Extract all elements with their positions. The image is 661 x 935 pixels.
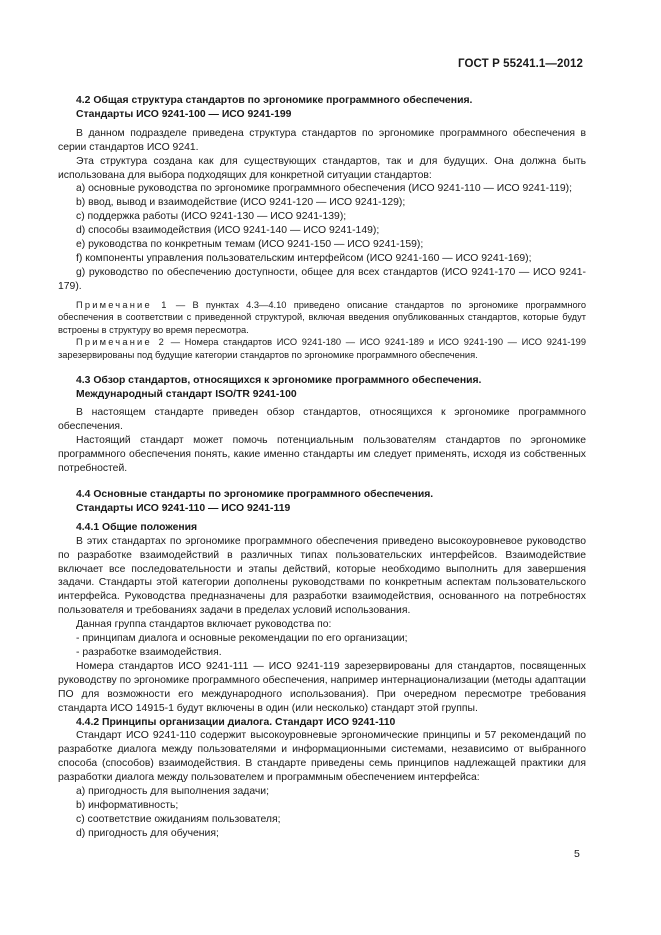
- note-label: Примечание 2: [76, 337, 167, 348]
- page-number: 5: [574, 848, 580, 860]
- paragraph: a) пригодность для выполнения задачи;: [76, 786, 269, 798]
- section-heading: 4.2 Общая структура стандартов по эргономике программного обеспечения.: [76, 95, 473, 106]
- paragraph: a) основные руководства по эргономике программного обеспечения (ИСО 9241-110 — ИСО 9241-119);: [76, 183, 572, 195]
- paragraph: Настоящий стандарт может помочь потенциальным пользователям стандартов по эргономике программного обеспечения понять, какие именно стандарты им следует применять, исходя из собственных потребностей.: [58, 435, 586, 475]
- paragraph: c) соответствие ожиданиям пользователя;: [76, 813, 281, 825]
- note-text: — Номера стандартов ИСО 9241-180 — ИСО 9241-189 и ИСО 9241-190 — ИСО 9241-199 зарезервированы под будущие категории стандартов по эргономике программного обеспечения.: [58, 337, 586, 361]
- paragraph: g) руководство по обеспечению доступности, общее для всех стандартов (ИСО 9241-170 — ИСО 9241-179).: [58, 266, 586, 292]
- paragraph: Эта структура создана как для существующих стандартов, так и для будущих. Она должна быть использована для выбора подходящих для конкретной ситуации стандартов:: [58, 155, 586, 181]
- paragraph: d) способы взаимодействия (ИСО 9241-140 — ИСО 9241-149);: [76, 225, 380, 237]
- paragraph: e) руководства по конкретным темам (ИСО 9241-150 — ИСО 9241-159);: [76, 239, 424, 251]
- paragraph: Номера стандартов ИСО 9241-111 — ИСО 9241-119 зарезервированы для стандартов, посвященных руководству по эргономике программного обеспечения, например интернационализации (методы адаптации ПО для возможности его международного использования). При очередном пересмотре требования стандарта ИСО 14915-1 будут включены в один (или несколько) стандарт этой группы.: [58, 660, 586, 714]
- section-heading: Стандарты ИСО 9241-110 — ИСО 9241-119: [76, 502, 291, 514]
- paragraph: b) информативность;: [76, 799, 179, 811]
- paragraph: f) компоненты управления пользовательским интерфейсом (ИСО 9241-160 — ИСО 9241-169);: [76, 252, 532, 264]
- paragraph: Данная группа стандартов включает руководства по:: [76, 619, 332, 631]
- note: [58, 336, 586, 361]
- note-label: Примечание 1: [76, 299, 169, 310]
- paragraph: b) ввод, вывод и взаимодействие (ИСО 9241-120 — ИСО 9241-129);: [76, 197, 406, 209]
- note: [58, 299, 586, 337]
- document-body: [58, 94, 586, 841]
- paragraph: В этих стандартах по эргономике программного обеспечения приведено высокоуровневое руководство по разработке взаимодействий в различных типах пользовательских интерфейсов. Взаимодействие включает все последовательности и этапы действий, которые необходимо выполнить для завершения задачи. Стандарты этой категории дополнены руководствами по конкретным аспектам пользовательского интерфейса. Руководства предназначены для разработки взаимодействия, основанного на потребностях пользователя и требованиях задачи в пределах условий использования.: [58, 535, 586, 617]
- paragraph: В настоящем стандарте приведен обзор стандартов, относящихся к эргономике программного обеспечения.: [58, 407, 586, 433]
- spacer: [58, 476, 586, 488]
- section-heading: 4.3 Обзор стандартов, относящихся к эргономике программного обеспечения.: [76, 374, 482, 386]
- section-heading: 4.4 Основные стандарты по эргономике программного обеспечения.: [76, 489, 434, 500]
- section-heading: Международный стандарт ISO/TR 9241-100: [76, 388, 297, 400]
- paragraph: - принципам диалога и основные рекомендации по его организации;: [76, 633, 408, 645]
- paragraph: d) пригодность для обучения;: [76, 827, 219, 839]
- section-heading: Стандарты ИСО 9241-100 — ИСО 9241-199: [76, 108, 292, 120]
- subsection-heading: 4.4.2 Принципы организации диалога. Стандарт ИСО 9241-110: [76, 716, 396, 728]
- note-text: — В пунктах 4.3—4.10 приведено описание стандартов по эргономике программного обеспечения в соответствии с приведенной структурой, включая введения опубликованных стандартов, которые будут встроены в структуру во время пересмотра.: [58, 299, 586, 335]
- subsection-heading: 4.4.1 Общие положения: [76, 521, 198, 533]
- paragraph: - разработке взаимодействия.: [76, 646, 222, 658]
- paragraph: В данном подразделе приведена структура стандартов по эргономике программного обеспечения в серии стандартов ИСО 9241.: [58, 127, 586, 153]
- paragraph: Стандарт ИСО 9241-110 содержит высокоуровневые эргономические принципы и 57 рекомендаций по разработке диалога между пользователями и информационными системами, независимо от выбранного способа (способов) взаимодействия. В стандарте приведены семь принципов надлежащей практики для разработки диалога между пользователем и программным обеспечением интерфейса:: [58, 730, 586, 784]
- spacer: [58, 362, 586, 374]
- paragraph: c) поддержка работы (ИСО 9241-130 — ИСО 9241-139);: [76, 211, 347, 223]
- document-id: ГОСТ Р 55241.1—2012: [458, 58, 583, 70]
